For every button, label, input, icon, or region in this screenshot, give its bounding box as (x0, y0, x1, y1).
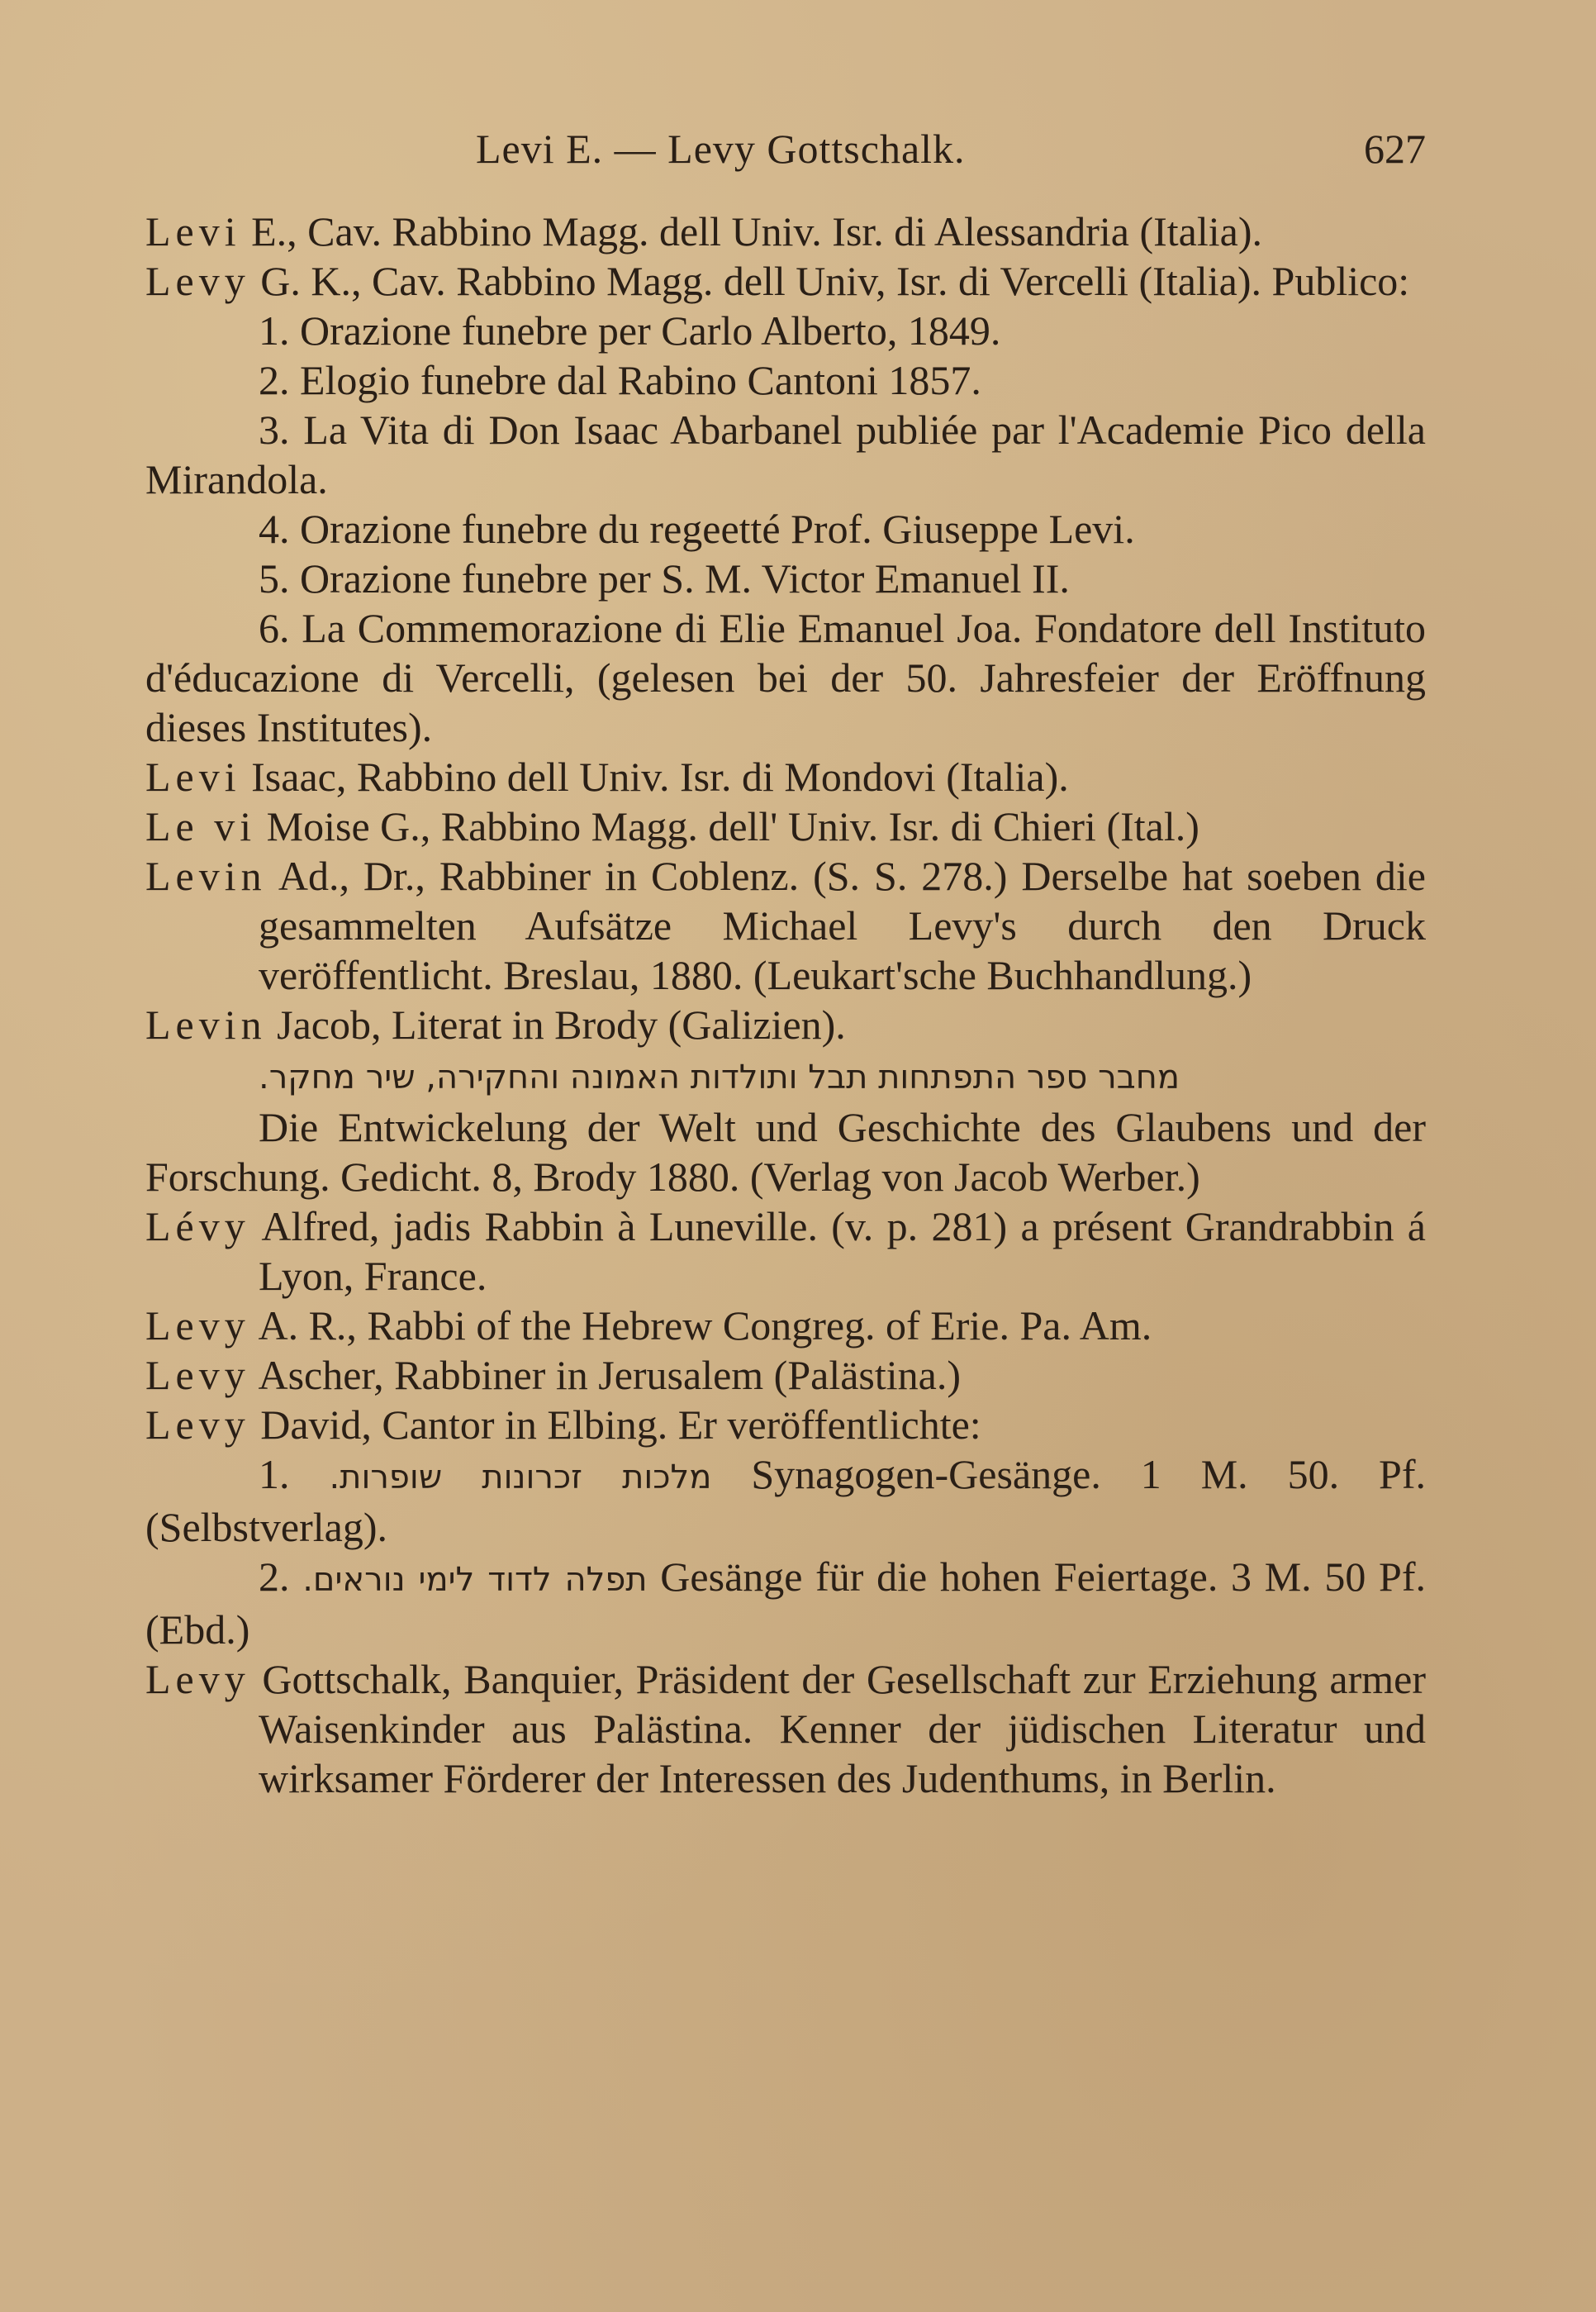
entry-levy-ascher (145, 1350, 1426, 1400)
entry-text: Jacob, Literat in Brody (Galizien). (266, 1001, 846, 1048)
page-number: 627 (1364, 126, 1426, 172)
entry-text: Ad., Dr., Rabbiner in Coblenz. (S. S. 278.) Derselbe hat soeben die gesammelten Aufsätze Michael Levy's durch den Druck veröffentlicht. Breslau, 1880. (Leukart'sche Buchhandlung.) (259, 853, 1426, 998)
entry-name: Lévy (145, 1203, 250, 1249)
entry-levy-gottschalk (145, 1654, 1426, 1803)
entry-name: Levy (145, 1656, 250, 1702)
item-text: Gesänge für die hohen Feiertage. 3 M. 50 Pf. (Ebd.) (145, 1553, 1427, 1653)
entry-levy-alfred (145, 1201, 1426, 1301)
entry-levy-ar (145, 1301, 1426, 1350)
entry-name: Levi (145, 754, 241, 800)
list-item: 5. Orazione funebre per S. M. Victor Emanuel II. (259, 555, 1070, 602)
entry-name: Levy (145, 1401, 250, 1448)
page-header (145, 124, 1426, 207)
item-number: 1. (259, 1451, 290, 1497)
hebrew-title: מחבר ספר התפתחות תבל ותולדות האמונה והחקירה, שיר מחקר. (259, 1058, 1180, 1097)
entry-levi-isaac (145, 752, 1426, 802)
list-item (145, 1449, 1426, 1552)
book-page (145, 124, 1426, 1803)
entry-text: Isaac, Rabbino dell Univ. Isr. di Mondovi (Italia). (240, 754, 1069, 800)
entry-name: Le vi (145, 803, 257, 849)
entry-text: E., Cav. Rabbino Magg. dell Univ. Isr. di Alessandria (Italia). (240, 208, 1262, 255)
list-item (145, 1552, 1426, 1654)
entry-text: A. R., Rabbi of the Hebrew Congreg. of Erie. Pa. Am. (249, 1302, 1152, 1349)
entry-levi-moise (145, 802, 1426, 851)
list-item: 6. La Commemorazione di Elie Emanuel Joa. Fondatore dell Instituto d'éducazione di Vercelli, (gelesen bei der 50. Jahresfeier der Eröffnung dieses Institutes). (145, 605, 1426, 750)
entry-text: Moise G., Rabbino Magg. dell' Univ. Isr. di Chieri (Ital.) (256, 803, 1199, 849)
entry-text: Alfred, jadis Rabbin à Luneville. (v. p. 281) a présent Grandrabbin á Lyon, France. (249, 1203, 1426, 1299)
hebrew-title: מלכות זכרונות שופרות. (329, 1458, 712, 1496)
entry-name: Levy (145, 258, 250, 304)
list-item: 2. Elogio funebre dal Rabino Cantoni 1857. (259, 357, 981, 403)
entry-name: Levy (145, 1352, 250, 1398)
entry-text: Gottschalk, Banquier, Präsident der Gesellschaft zur Erziehung armer Waisenkinder aus Palästina. Kenner der jüdischen Literatur und wirksamer Förderer der Interessen des Judenthums, in Berlin. (249, 1656, 1426, 1801)
hebrew-title: תפלה לדוד לימי נוראים. (302, 1561, 648, 1599)
entry-name: Levi (145, 208, 241, 255)
entry-name: Levin (145, 1001, 267, 1048)
list-item: 1. Orazione funebre per Carlo Alberto, 1849. (259, 307, 1001, 354)
entry-name: Levin (145, 853, 267, 899)
entry-levin-ad (145, 851, 1426, 1000)
entry-text: G. K., Cav. Rabbino Magg. dell Univ, Isr. di Vercelli (Italia). Publico: (249, 258, 1410, 304)
hebrew-title-line (145, 1049, 1426, 1102)
entry-text: Ascher, Rabbiner in Jerusalem (Palästina.) (249, 1352, 961, 1398)
running-head: Levi E. — Levy Gottschalk. (476, 126, 966, 172)
entry-levy-gk (145, 256, 1426, 306)
entry-description: Die Entwickelung der Welt und Geschichte des Glaubens und der Forschung. Gedicht. 8, Brody 1880. (Verlag von Jacob Werber.) (145, 1104, 1426, 1200)
entry-levin-jacob (145, 1000, 1426, 1049)
entry-levy-david (145, 1400, 1426, 1449)
entry-text: David, Cantor in Elbing. Er veröffentlichte: (249, 1401, 981, 1448)
entry-name: Levy (145, 1302, 250, 1349)
entry-levi-e (145, 207, 1426, 256)
item-number: 2. (259, 1553, 290, 1600)
list-item: 3. La Vita di Don Isaac Abarbanel publiée par l'Academie Pico della Mirandola. (145, 407, 1426, 502)
list-item: 4. Orazione funebre du regeetté Prof. Giuseppe Levi. (259, 506, 1135, 552)
item-text: Synagogen-Gesänge. 1 M. 50. Pf. (Selbstverlag). (145, 1451, 1426, 1550)
